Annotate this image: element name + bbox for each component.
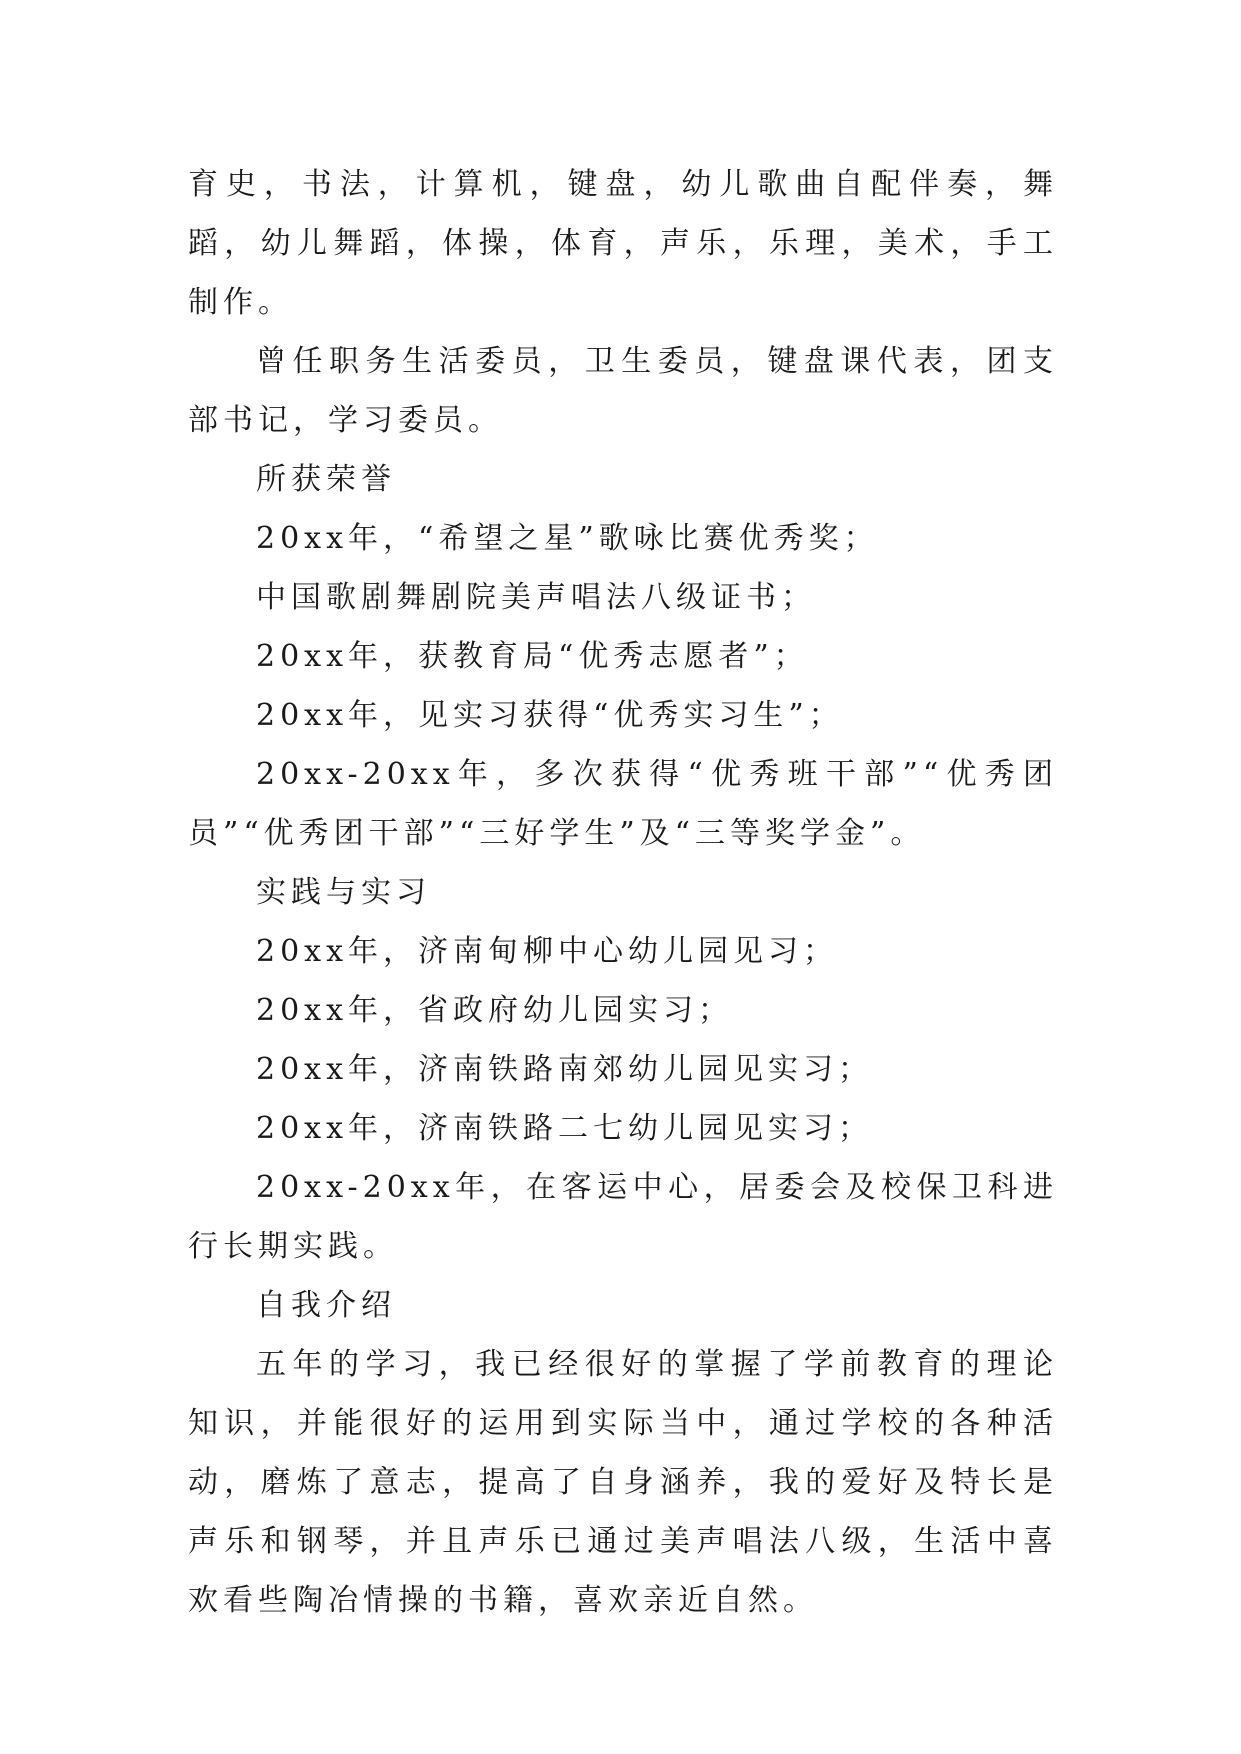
honor-item: 20xx-20xx年，多次获得“优秀班干部”“优秀团员”“优秀团干部”“三好学生”及“三等奖学金”。 bbox=[188, 757, 1058, 851]
practice-item: 20xx年，济南甸柳中心幼儿园见习； bbox=[256, 934, 839, 969]
paragraph-self-introduction: 五年的学习，我已经很好的掌握了学前教育的理论知识，并能很好的运用到实际当中，通过学校的各种活动，磨炼了意志，提高了自身涵养，我的爱好及特长是声乐和钢琴，并且声乐已通过美声唱法八级，生活中喜欢看些陶冶情操的书籍，喜欢亲近自然。 bbox=[188, 1347, 1058, 1618]
practice-item: 20xx年，济南铁路二七幼儿园见实习； bbox=[256, 1111, 874, 1146]
heading-self-introduction: 自我介绍 bbox=[256, 1288, 396, 1323]
practice-item: 20xx-20xx年，在客运中心，居委会及校保卫科进行长期实践。 bbox=[188, 1170, 1058, 1264]
honor-item: 20xx年，“希望之星”歌咏比赛优秀奖； bbox=[256, 521, 879, 556]
practice-item: 20xx年，济南铁路南郊幼儿园见实习； bbox=[256, 1052, 874, 1087]
paragraph-courses-continued: 育史，书法，计算机，键盘，幼儿歌曲自配伴奏，舞蹈，幼儿舞蹈，体操，体育，声乐，乐理，美术，手工制作。 bbox=[188, 167, 1058, 320]
heading-honors: 所获荣誉 bbox=[256, 462, 396, 497]
honor-item: 20xx年，见实习获得“优秀实习生”； bbox=[256, 698, 844, 733]
honor-item: 中国歌剧舞剧院美声唱法八级证书； bbox=[256, 580, 816, 615]
heading-practice: 实践与实习 bbox=[256, 875, 431, 910]
document-body bbox=[188, 155, 1058, 1630]
paragraph-positions: 曾任职务生活委员，卫生委员，键盘课代表，团支部书记，学习委员。 bbox=[188, 344, 1058, 438]
practice-item: 20xx年，省政府幼儿园实习； bbox=[256, 993, 734, 1028]
honor-item: 20xx年，获教育局“优秀志愿者”； bbox=[256, 639, 809, 674]
